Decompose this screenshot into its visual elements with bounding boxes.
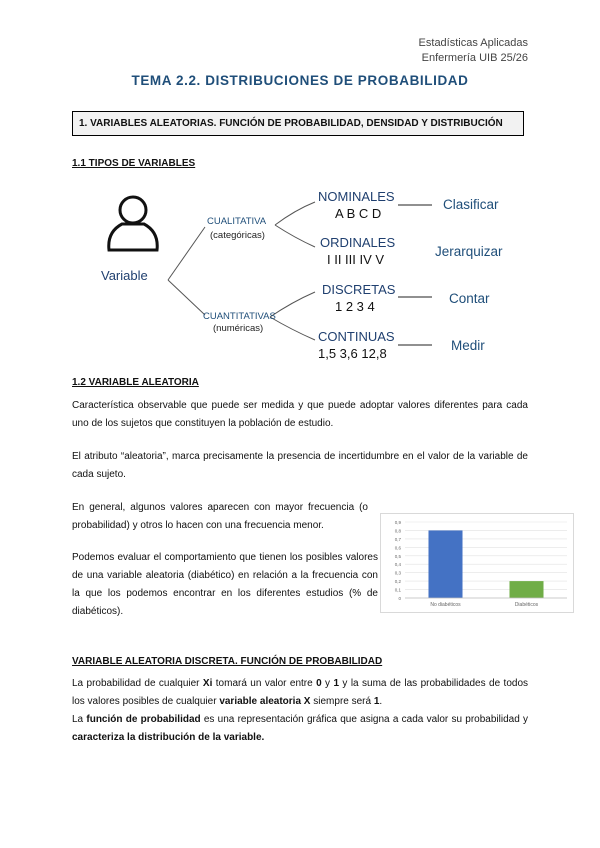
nominal-action: Clasificar [443,197,499,212]
course-subtitle: Enfermería UIB 25/26 [421,52,528,64]
y-tick-label: 0,9 [394,520,401,525]
y-tick-label: 0,8 [394,528,401,534]
y-tick-label: 0,4 [394,562,401,568]
course-name: Estadísticas Aplicadas [418,37,528,49]
paragraph-evaluate: Podemos evaluar el comportamiento que tienen los posibles valores de una variable aleatoria (diabético) en relación a la frecuencia con la que los podemos encontrar en los diferentes estudios (% de diabéticos). [72,552,378,617]
text-run-bold: 0 [316,678,322,689]
qualitative-label: CUALITATIVA [207,216,267,227]
qualitative-sub: (categóricas) [210,230,265,241]
text-run-bold: 1 [373,696,380,707]
text-run: y [321,678,334,689]
y-tick-label: 0,5 [394,553,401,559]
subsection-heading-random: 1.2 VARIABLE ALEATORIA [72,377,199,388]
ordinal-values: I II III IV V [327,252,385,267]
continuous-label: CONTINUAS [318,329,395,344]
continuous-values: 1,5 3,6 12,8 [318,346,387,361]
quantitative-label: CUANTITATIVAS [203,311,276,322]
text-run: tomará un valor entre [212,678,317,689]
root-label: Variable [101,268,148,283]
subsection-heading-types: 1.1 TIPOS DE VARIABLES [72,158,196,169]
paragraph-definition: Característica observable que puede ser medida y que puede adoptar valores diferentes para cada uno de los sujetos que constituyen la población de estudio. [72,400,528,429]
variable-types-diagram [95,180,515,365]
text-run-bold: 1 [333,678,340,689]
y-tick-label: 0,1 [394,587,401,593]
text-run: La [72,714,87,725]
ordinal-action: Jerarquizar [435,244,503,259]
continuous-action: Medir [451,338,485,353]
x-tick-label: Diabéticos [514,602,539,608]
text-run: siempre será [310,696,374,707]
discrete-values: 1 2 3 4 [335,299,375,314]
text-run-bold: variable aleatoria X [219,696,311,707]
page-title: TEMA 2.2. DISTRIBUCIONES DE PROBABILIDAD [131,73,469,88]
person-icon [109,197,157,250]
text-run: . [379,696,383,707]
subsection-heading-discrete: VARIABLE ALEATORIA DISCRETA. FUNCIÓN DE PROBABILIDAD [72,656,383,667]
course-header [419,36,528,66]
y-tick-label: 0,6 [394,545,401,551]
paragraph-probability-function [72,711,528,747]
discrete-label: DISCRETAS [322,282,396,297]
y-tick-label: 0,2 [394,579,401,585]
paragraph-frequency: En general, algunos valores aparecen con mayor frecuencia (o probabilidad) y otros lo hacen con una frecuencia menor. [72,502,368,531]
probability-bar-chart [380,513,574,613]
chart-svg [381,514,573,612]
y-tick-label: 0,7 [394,536,401,542]
text-run: La probabilidad de cualquier [72,678,203,689]
text-run-bold: Xi [202,678,213,689]
quantitative-sub: (numéricas) [213,323,264,334]
nominal-label: NOMINALES [318,189,395,204]
ordinal-label: ORDINALES [320,235,396,250]
x-tick-label: No diabéticos [430,602,461,608]
y-tick-label: 0 [398,596,401,601]
paragraph-random-attribute: El atributo “aleatoria”, marca precisamente la presencia de incertidumbre en el valor de la variable de cada sujeto. [72,451,528,480]
paragraph-probability-sum [72,675,528,711]
text-run-bold: caracteriza la distribución de la variable. [72,732,265,743]
bar [509,581,543,598]
text-run-bold: función de probabilidad [86,714,201,725]
y-tick-label: 0,3 [394,570,401,576]
discrete-action: Contar [449,291,490,306]
text-run: y la suma de las probabilidades de todos los valores posibles de cualquier [72,678,529,707]
section-heading: 1. VARIABLES ALEATORIAS. FUNCIÓN DE PROBABILIDAD, DENSIDAD Y DISTRIBUCIÓN [79,118,503,129]
nominal-values: A B C D [335,206,382,221]
bar [428,530,462,598]
section-heading-box [72,111,524,136]
text-run: es una representación gráfica que asigna a cada valor su probabilidad y [200,714,528,725]
